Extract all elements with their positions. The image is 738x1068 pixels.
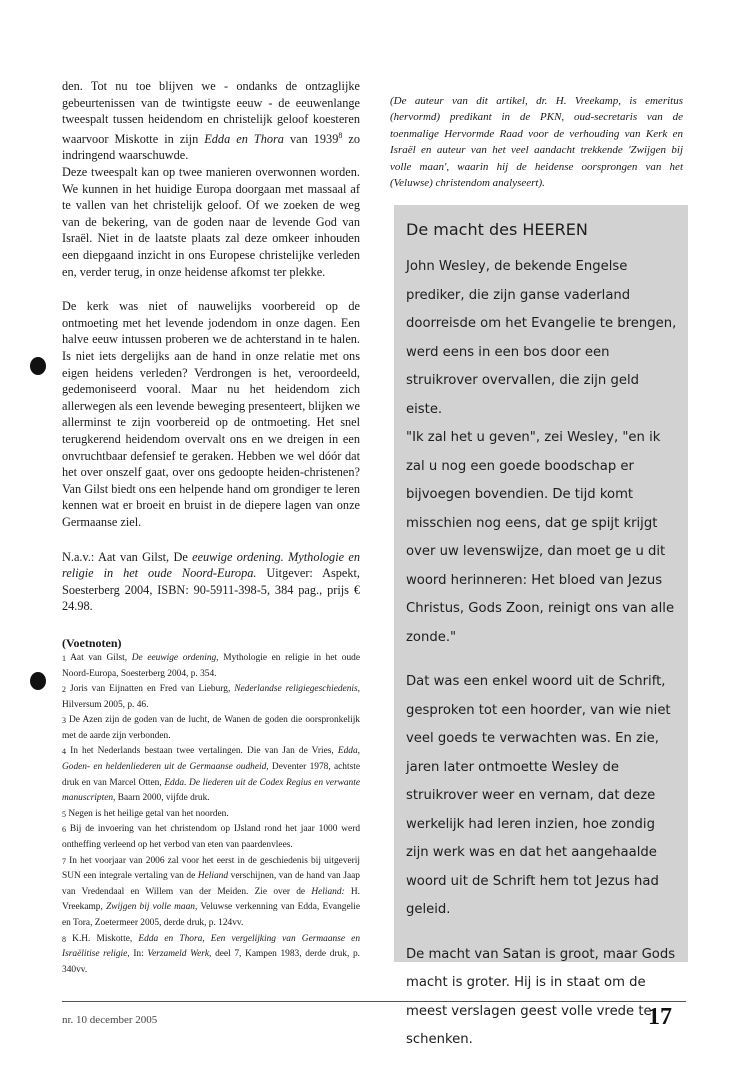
sidebar-paragraph: Dat was een enkel woord uit de Schrift, gesproken tot een hoorder, van wie niet veel goeds te verwachten was. En zie, jaren later ontmoette Wesley de struikrover weer en vernam, dat deze werkelijk had leren inzien, hoe zondig zijn werk was en dat het aangehaalde woord uit de Schrift hem tot Jezus had geleid.	[406, 674, 671, 917]
punch-hole-bottom	[30, 672, 46, 690]
footnotes-heading: (Voetnoten)	[62, 635, 122, 650]
sidebar-paragraph: "Ik zal het u geven", zei Wesley, "en ik zal u nog een goede boodschap er bijvoegen bovendien. De tijd komt misschien nog eens, dat ge spijt krijgt over uw levenswijze, dan moet ge u dit woord herinneren: Het bloed van Jezus Christus, Gods Zoon, reinigt ons van alle zonde."	[406, 430, 675, 645]
article-paragraph: den. Tot nu toe blijven we - ondanks de ontzaglijke gebeurtenissen van de twintigste eeuw - de eeuwenlange tweespalt tussen heidendom en christelijk geloof koesteren waarvoor Miskotte in zijn Edda en Thora van 1939$^8$ zo indringend waarschuwde.	[62, 79, 360, 163]
sidebar-title: De macht des HEEREN	[406, 220, 588, 239]
page-number: 17	[648, 1004, 672, 1030]
footnote: 7 In het voorjaar van 2006 zal voor het eerst in de geschiedenis bij uitgeverij SUN een integrale vertaling van de Heliand verschijnen, van de hand van Jaap van Vredendaal en Willem van der Meiden. Zie over de Heliand: H. Vreekamp, Zwijgen bij volle maan, Veluwse verkenning van Edda, Evangelie en Tora, Zoetermeer 2005, derde druk, p. 124vv.	[62, 855, 360, 928]
footer-divider	[62, 1001, 686, 1002]
book-reference: N.a.v.: Aat van Gilst, De eeuwige ordening. Mythologie en religie in het oude Noord-Europa. Uitgever: Aspekt, Soesterberg 2004, ISBN: 90-5911-398-5, 384 pag., prijs € 24.98.	[62, 549, 360, 614]
article-paragraph: Deze tweespalt kan op twee manieren overwonnen worden. We kunnen in het huidige Europa doorgaan met massaal af te vallen van het christelijk geloof. Of we zoeken de weg van de bekering, van de goden naar de levende God van Israël. Niet in de laatste plaats zal deze omkeer inhouden een diepgaand inzicht in ons Europese christelijke verleden en, verder terug, in onze heidense afkomst ter plekke.	[62, 165, 360, 279]
footnote: 1 Aat van Gilst, De eeuwige ordening, Mythologie en religie in het oude Noord-Europa, Soesterberg 2004, p. 354.	[62, 652, 361, 679]
sidebar-paragraph: De macht van Satan is groot, maar Gods macht is groter. Hij is in staat om de meest verslagen geest volle vrede te schenken.	[406, 946, 676, 1047]
footnote: 2 Joris van Eijnatten en Fred van Lieburg, Nederlandse religiegeschiedenis, Hilversum 2005, p. 46.	[62, 684, 360, 710]
footnote: 5 Negen is het heilige getal van het noorden.	[62, 808, 229, 819]
sidebar-paragraph: John Wesley, de bekende Engelse prediker, die zijn ganse vaderland doorreisde om het Evangelie te brengen, werd eens in een bos door een struikrover overvallen, die zijn geld eiste.	[406, 259, 677, 417]
author-note: (De auteur van dit artikel, dr. H. Vreekamp, is emeritus (hervormd) predikant in de PKN, oud-secretaris van de toenmalige Hervormde Raad voor de verhouding van Kerk en Israël en auteur van het veel aandacht trekkende 'Zwijgen bij volle maan', waarin hij de heidense oorsprongen van het (Veluwse) christendom analyseert).	[390, 95, 683, 190]
main-article-column	[62, 78, 360, 978]
article-paragraph: De kerk was niet of nauwelijks voorbereid op de ontmoeting met het levende jodendom in onze dagen. Een halve eeuw intussen proberen we de achterstand in te halen. Is niet iets dergelijks aan de hand in onze relatie met ons eigen heidens verleden? Verdrongen is het, veroordeeld, gedemoniseerd vooral. Maar nu het heidendom zich allerwegen als een levende beweging presenteert, blijken we allerminst te zijn voorbereid op de ontmoeting. Het snel terugkerend heidendom overvalt ons en we dreigen in een onvruchtbaar defensief te geraken. Hebben we wel dóór dat het over onszelf gaat, over ons gedoopte heiden-christenen? Van Gilst biedt ons een helpende hand om grondiger te leren kennen wat er broeit en bruist in de diepere lagen van onze Germaanse ziel.	[62, 299, 360, 529]
footnote: 4 In het Nederlands bestaan twee vertalingen. Die van Jan de Vries, Edda, Goden- en heldenliederen uit de Germaanse oudheid, Deventer 1978, achtste druk en van Marcel Otten, Edda. De liederen uit de Codex Regius en verwante manuscripten, Baarn 2000, vijfde druk.	[62, 746, 361, 804]
footnote: 3 De Azen zijn de goden van de lucht, de Wanen de goden die oorspronkelijk met de aarde zijn verbonden.	[62, 715, 360, 741]
footnote: 6 Bij de invoering van het christendom op IJsland rond het jaar 1000 werd ontheffing verleend op het verbod van eten van paardenvlees.	[62, 824, 361, 851]
issue-label: nr. 10 december 2005	[62, 1014, 158, 1026]
punch-hole-top	[30, 357, 46, 375]
footnote: 8 K.H. Miskotte, Edda en Thora, Een vergelijking van Germaanse en Israëlitise religie, In: Verzameld Werk, deel 7, Kampen 1983, derde druk, p. 340vv.	[62, 933, 361, 975]
